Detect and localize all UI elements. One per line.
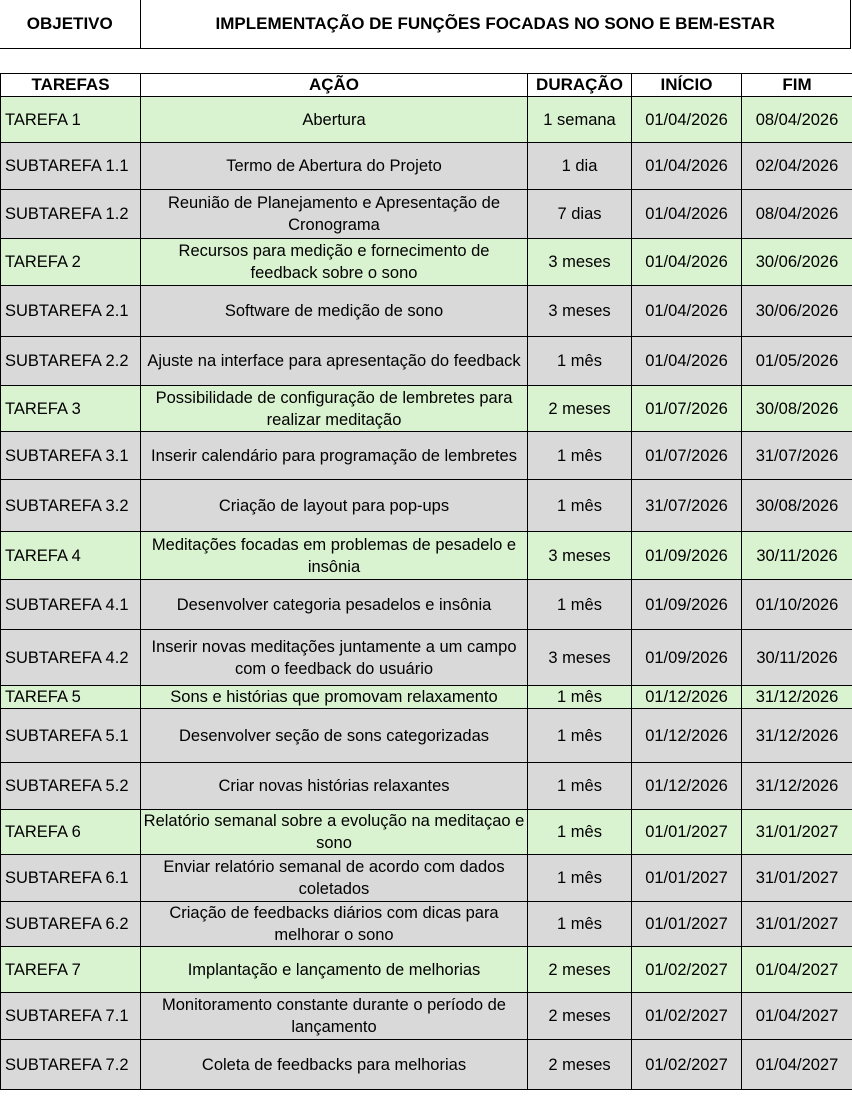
start-date-cell: 01/12/2026 (632, 763, 742, 810)
action-cell: Recursos para medição e fornecimento de feedback sobre o sono (141, 239, 528, 286)
start-date-cell: 31/07/2026 (632, 480, 742, 532)
duration-cell: 1 mês (528, 855, 632, 902)
subtask-row (1, 763, 852, 810)
start-date-cell: 01/01/2027 (632, 810, 742, 855)
duration-cell: 1 mês (528, 686, 632, 709)
start-date-cell: 01/09/2026 (632, 630, 742, 686)
objective-label: OBJETIVO (0, 0, 140, 49)
end-date-cell: 31/12/2026 (742, 763, 852, 810)
subtask-row (1, 480, 852, 532)
end-date-cell: 08/04/2026 (742, 97, 852, 143)
duration-cell: 1 dia (528, 143, 632, 190)
start-date-cell: 01/07/2026 (632, 386, 742, 432)
task-name-cell: SUBTAREFA 3.2 (1, 480, 141, 532)
end-date-cell: 30/08/2026 (742, 386, 852, 432)
subtask-row (1, 432, 852, 480)
action-cell: Desenvolver seção de sons categorizadas (141, 709, 528, 763)
action-cell: Implantação e lançamento de melhorias (141, 947, 528, 993)
subtask-row (1, 190, 852, 239)
table-header-row (1, 74, 852, 97)
subtask-row (1, 855, 852, 902)
action-cell: Criação de layout para pop-ups (141, 480, 528, 532)
duration-cell: 3 meses (528, 532, 632, 580)
start-date-cell: 01/04/2026 (632, 239, 742, 286)
task-row (1, 386, 852, 432)
schedule-table (0, 73, 852, 1090)
duration-cell: 1 mês (528, 480, 632, 532)
action-cell: Relatório semanal sobre a evolução na meditaçao e sono (141, 810, 528, 855)
action-cell: Criação de feedbacks diários com dicas para melhorar o sono (141, 902, 528, 947)
start-date-cell: 01/12/2026 (632, 709, 742, 763)
start-date-cell: 01/02/2027 (632, 1040, 742, 1090)
end-date-cell: 30/06/2026 (742, 286, 852, 337)
task-name-cell: SUBTAREFA 2.1 (1, 286, 141, 337)
task-name-cell: SUBTAREFA 4.1 (1, 580, 141, 630)
action-cell: Possibilidade de configuração de lembretes para realizar meditação (141, 386, 528, 432)
action-cell: Desenvolver categoria pesadelos e insônia (141, 580, 528, 630)
end-date-cell: 31/12/2026 (742, 686, 852, 709)
col-header-acao: AÇÃO (141, 74, 528, 97)
task-name-cell: SUBTAREFA 7.1 (1, 993, 141, 1040)
task-row (1, 947, 852, 993)
task-name-cell: SUBTAREFA 1.1 (1, 143, 141, 190)
col-header-fim: FIM (742, 74, 852, 97)
task-row (1, 239, 852, 286)
duration-cell: 1 mês (528, 580, 632, 630)
action-cell: Sons e histórias que promovam relaxamento (141, 686, 528, 709)
task-row (1, 810, 852, 855)
start-date-cell: 01/12/2026 (632, 686, 742, 709)
start-date-cell: 01/09/2026 (632, 532, 742, 580)
duration-cell: 3 meses (528, 286, 632, 337)
col-header-tarefas: TAREFAS (1, 74, 141, 97)
task-name-cell: TAREFA 2 (1, 239, 141, 286)
task-name-cell: TAREFA 1 (1, 97, 141, 143)
task-name-cell: TAREFA 4 (1, 532, 141, 580)
end-date-cell: 31/12/2026 (742, 709, 852, 763)
action-cell: Enviar relatório semanal de acordo com dados coletados (141, 855, 528, 902)
start-date-cell: 01/02/2027 (632, 947, 742, 993)
start-date-cell: 01/02/2027 (632, 993, 742, 1040)
subtask-row (1, 902, 852, 947)
action-cell: Ajuste na interface para apresentação do feedback (141, 337, 528, 386)
end-date-cell: 30/11/2026 (742, 630, 852, 686)
task-name-cell: SUBTAREFA 4.2 (1, 630, 141, 686)
action-cell: Inserir calendário para programação de lembretes (141, 432, 528, 480)
end-date-cell: 01/04/2027 (742, 947, 852, 993)
end-date-cell: 01/10/2026 (742, 580, 852, 630)
task-name-cell: SUBTAREFA 7.2 (1, 1040, 141, 1090)
col-header-inicio: INÍCIO (632, 74, 742, 97)
task-name-cell: SUBTAREFA 6.2 (1, 902, 141, 947)
task-name-cell: SUBTAREFA 6.1 (1, 855, 141, 902)
task-name-cell: TAREFA 5 (1, 686, 141, 709)
task-row (1, 686, 852, 709)
end-date-cell: 31/01/2027 (742, 902, 852, 947)
end-date-cell: 02/04/2026 (742, 143, 852, 190)
start-date-cell: 01/09/2026 (632, 580, 742, 630)
duration-cell: 1 mês (528, 810, 632, 855)
action-cell: Software de medição de sono (141, 286, 528, 337)
action-cell: Termo de Abertura do Projeto (141, 143, 528, 190)
subtask-row (1, 286, 852, 337)
task-name-cell: TAREFA 6 (1, 810, 141, 855)
end-date-cell: 30/06/2026 (742, 239, 852, 286)
duration-cell: 1 mês (528, 763, 632, 810)
task-name-cell: TAREFA 3 (1, 386, 141, 432)
end-date-cell: 30/11/2026 (742, 532, 852, 580)
duration-cell: 3 meses (528, 239, 632, 286)
task-name-cell: SUBTAREFA 2.2 (1, 337, 141, 386)
task-name-cell: TAREFA 7 (1, 947, 141, 993)
action-cell: Monitoramento constante durante o período de lançamento (141, 993, 528, 1040)
col-header-duracao: DURAÇÃO (528, 74, 632, 97)
end-date-cell: 30/08/2026 (742, 480, 852, 532)
task-name-cell: SUBTAREFA 5.2 (1, 763, 141, 810)
subtask-row (1, 630, 852, 686)
duration-cell: 1 mês (528, 432, 632, 480)
end-date-cell: 01/04/2027 (742, 1040, 852, 1090)
subtask-row (1, 580, 852, 630)
end-date-cell: 31/07/2026 (742, 432, 852, 480)
duration-cell: 1 semana (528, 97, 632, 143)
start-date-cell: 01/04/2026 (632, 337, 742, 386)
action-cell: Meditações focadas em problemas de pesadelo e insônia (141, 532, 528, 580)
end-date-cell: 01/04/2027 (742, 993, 852, 1040)
subtask-row (1, 993, 852, 1040)
action-cell: Criar novas histórias relaxantes (141, 763, 528, 810)
duration-cell: 1 mês (528, 709, 632, 763)
start-date-cell: 01/01/2027 (632, 902, 742, 947)
action-cell: Inserir novas meditações juntamente a um campo com o feedback do usuário (141, 630, 528, 686)
action-cell: Abertura (141, 97, 528, 143)
duration-cell: 1 mês (528, 337, 632, 386)
end-date-cell: 31/01/2027 (742, 810, 852, 855)
end-date-cell: 08/04/2026 (742, 190, 852, 239)
subtask-row (1, 143, 852, 190)
duration-cell: 2 meses (528, 947, 632, 993)
duration-cell: 1 mês (528, 902, 632, 947)
duration-cell: 7 dias (528, 190, 632, 239)
objective-value: IMPLEMENTAÇÃO DE FUNÇÕES FOCADAS NO SONO E BEM-ESTAR (140, 0, 851, 49)
start-date-cell: 01/04/2026 (632, 143, 742, 190)
task-name-cell: SUBTAREFA 1.2 (1, 190, 141, 239)
objective-header (0, 0, 851, 49)
start-date-cell: 01/01/2027 (632, 855, 742, 902)
duration-cell: 2 meses (528, 1040, 632, 1090)
duration-cell: 2 meses (528, 993, 632, 1040)
task-row (1, 97, 852, 143)
subtask-row (1, 337, 852, 386)
task-name-cell: SUBTAREFA 5.1 (1, 709, 141, 763)
start-date-cell: 01/04/2026 (632, 97, 742, 143)
task-row (1, 532, 852, 580)
subtask-row (1, 1040, 852, 1090)
start-date-cell: 01/04/2026 (632, 286, 742, 337)
duration-cell: 2 meses (528, 386, 632, 432)
start-date-cell: 01/04/2026 (632, 190, 742, 239)
subtask-row (1, 709, 852, 763)
start-date-cell: 01/07/2026 (632, 432, 742, 480)
end-date-cell: 01/05/2026 (742, 337, 852, 386)
duration-cell: 3 meses (528, 630, 632, 686)
action-cell: Coleta de feedbacks para melhorias (141, 1040, 528, 1090)
action-cell: Reunião de Planejamento e Apresentação de Cronograma (141, 190, 528, 239)
task-name-cell: SUBTAREFA 3.1 (1, 432, 141, 480)
end-date-cell: 31/01/2027 (742, 855, 852, 902)
